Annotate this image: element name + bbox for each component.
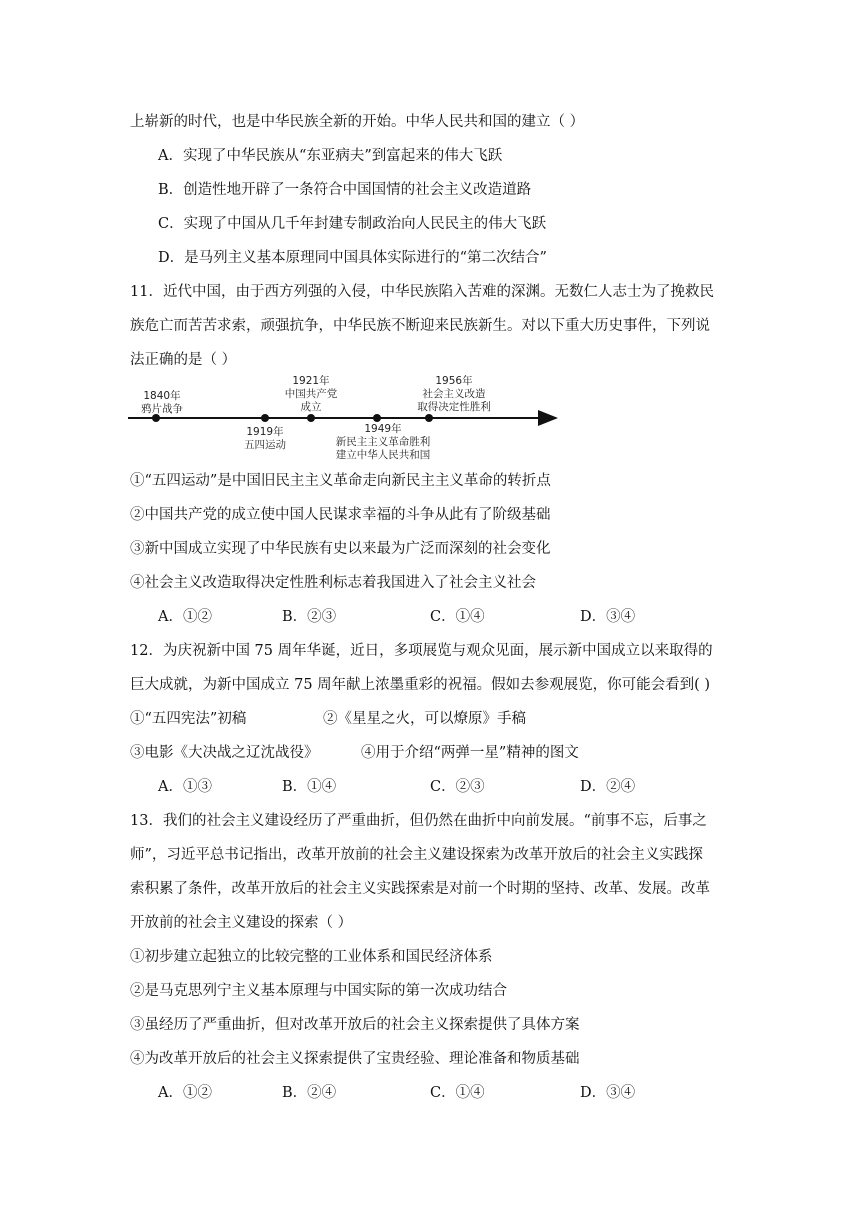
q12-option-c: C．②③: [430, 779, 485, 795]
timeline-dot-1949: [373, 414, 381, 422]
q13-statement-4: ④为改革开放后的社会主义探索提供了宝贵经验、理论准备和物质基础: [130, 1051, 580, 1067]
timeline-year-1949: 1949年: [364, 423, 402, 435]
q12-option-b: B．①④: [282, 779, 337, 795]
timeline-label-1956-line2: 取得决定性胜利: [417, 401, 491, 413]
q10-option-b: B．创造性地开辟了一条符合中国国情的社会主义改造道路: [158, 182, 532, 198]
timeline-label-1956-line1: 社会主义改造: [422, 388, 486, 400]
q11-options: [158, 607, 718, 627]
timeline-label-1919: 五四运动: [244, 439, 286, 451]
q13-stem-line-3: 索积累了条件，改革开放后的社会主义实践探索是对前一个时期的坚持、改革、发展。改革: [130, 881, 710, 897]
timeline-label-1840: 鸦片战争: [141, 403, 183, 415]
q13-options: [158, 1083, 718, 1103]
q11-timeline: [128, 370, 568, 470]
q12-statement-4: ④用于介绍“两弹一星”精神的图文: [361, 745, 579, 761]
timeline-dot-1919: [261, 414, 269, 422]
q11-statement-4: ④社会主义改造取得决定性胜利标志着我国进入了社会主义社会: [130, 575, 536, 591]
timeline-year-1919: 1919年: [246, 426, 284, 438]
q12-statement-2: ②《星星之火，可以燎原》手稿: [323, 711, 526, 727]
q12-stem-line-1: 12．为庆祝新中国 75 周年华诞，近日，多项展览与观众见面，展示新中国成立以来取得的: [130, 643, 713, 659]
q13-option-b: B．②④: [282, 1085, 337, 1101]
timeline-dot-1840: [152, 414, 160, 422]
timeline-year-1921: 1921年: [292, 375, 330, 387]
q10-option-d: D．是马列主义基本原理同中国具体实际进行的“第二次结合”: [158, 250, 547, 266]
q10-option-a: A．实现了中华民族从“东亚病夫”到富起来的伟大飞跃: [158, 148, 503, 164]
q12-statement-1: ①“五四宪法”初稿: [130, 711, 247, 727]
q11-statement-3: ③新中国成立实现了中华民族有史以来最为广泛而深刻的社会变化: [130, 541, 551, 557]
timeline-label-1921-line1: 中国共产党: [284, 388, 338, 400]
q11-option-c: C．①④: [430, 609, 485, 625]
q13-option-c: C．①④: [430, 1085, 485, 1101]
q12-stem-line-2: 巨大成就，为新中国成立 75 周年献上浓墨重彩的祝福。假如去参观展览，你可能会看到( ): [130, 677, 711, 693]
timeline-year-1956: 1956年: [435, 375, 473, 387]
timeline-dot-1956: [425, 414, 433, 422]
q12-option-d: D．②④: [580, 779, 636, 795]
q13-stem-line-1: 13．我们的社会主义建设经历了严重曲折，但仍然在曲折中向前发展。“前事不忘，后事之: [130, 813, 707, 829]
timeline-label-1949-line2: 建立中华人民共和国: [335, 449, 431, 461]
q13-statement-3: ③虽经历了严重曲折，但对改革开放后的社会主义探索提供了具体方案: [130, 1017, 580, 1033]
q13-statement-2: ②是马克思列宁主义基本原理与中国实际的第一次成功结合: [130, 983, 507, 999]
q13-option-d: D．③④: [580, 1085, 636, 1101]
q12-option-a: A．①③: [158, 779, 212, 795]
q11-stem-line-1: 11．近代中国，由于西方列强的入侵，中华民族陷入苦难的深渊。无数仁人志士为了挽救民: [130, 284, 714, 300]
q11-statement-1: ①“五四运动”是中国旧民主主义革命走向新民主主义革命的转折点: [130, 473, 551, 489]
q11-option-d: D．③④: [580, 609, 636, 625]
q13-stem-line-4: 开放前的社会主义建设的探索（ ）: [130, 915, 353, 931]
q13-option-a: A．①②: [158, 1085, 212, 1101]
q12-statement-3: ③电影《大决战之辽沈战役》: [130, 745, 319, 761]
timeline-year-1840: 1840年: [143, 390, 181, 402]
q10-stem-tail: 上崭新的时代，也是中华民族全新的开始。中华人民共和国的建立（ ）: [130, 114, 585, 130]
q13-statement-1: ①初步建立起独立的比较完整的工业体系和国民经济体系: [130, 949, 493, 965]
q11-stem-line-3: 法正确的是（ ）: [130, 352, 237, 368]
q12-options: [158, 777, 718, 797]
q11-statement-2: ②中国共产党的成立使中国人民谋求幸福的斗争从此有了阶级基础: [130, 507, 551, 523]
q11-option-a: A．①②: [158, 609, 212, 625]
timeline-label-1921-line2: 成立: [300, 401, 322, 413]
q13-stem-line-2: 师”，习近平总书记指出，改革开放前的社会主义建设探索为改革开放后的社会主义实践探: [130, 847, 703, 863]
timeline-dot-1921: [307, 414, 315, 422]
q10-option-c: C．实现了中国从几千年封建专制政治向人民民主的伟大飞跃: [158, 216, 547, 232]
timeline-label-1949-line1: 新民主主义革命胜利: [335, 436, 431, 448]
q11-stem-line-2: 族危亡而苦苦求索，顽强抗争，中华民族不断迎来民族新生。对以下重大历史事件，下列说: [130, 318, 710, 334]
q11-option-b: B．②③: [282, 609, 337, 625]
